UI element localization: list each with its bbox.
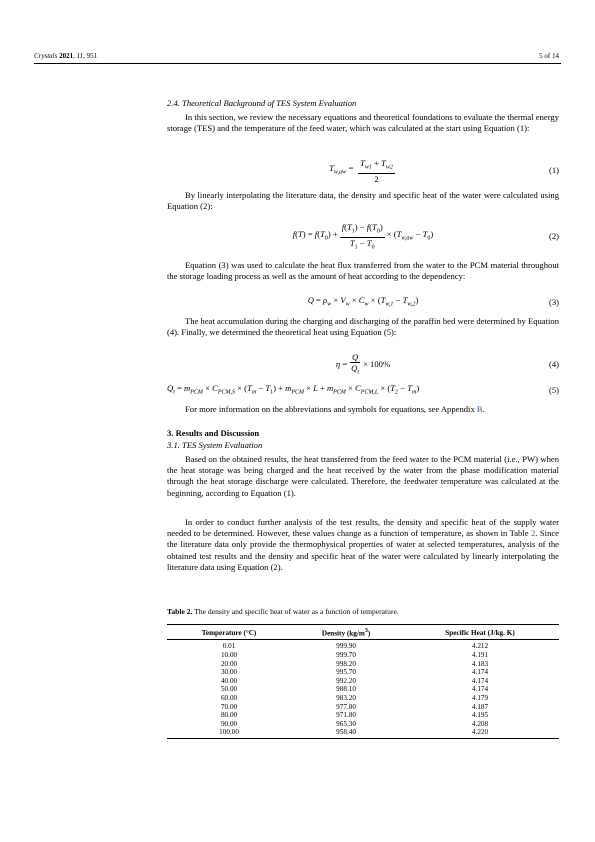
- journal-volume: 11: [76, 52, 84, 60]
- section-2-4-paragraph-4: The heat accumulation during the charging and discharging of the paraffin bed were determined by Equation (4). Finally, we determined the theoretical heat using Equation (5):: [167, 316, 559, 338]
- eq1-lhs: $T_{w,aw}$ =: [329, 163, 357, 176]
- header-rule: [34, 63, 561, 64]
- table-row: 40.00 992.20 4.174: [220, 676, 489, 685]
- section-3-1-title: 3.1. TES System Evaluation: [167, 440, 263, 450]
- running-header: Crystals 2021, 11, 951: [34, 52, 98, 60]
- table-row: 50.00 988.10 4.174: [220, 685, 489, 694]
- section-2-4-title: 2.4. Theoretical Background of TES System Evaluation: [167, 98, 357, 108]
- section-3-1-paragraph-1: Based on the obtained results, the heat transferred from the feed water to the PCM material (i.e., PW) when the heat storage was being charged and the heat received by the water from the phase modification material through the heat storage discharge were calculated. Therefore, the feedwater temperature was calculated at the beginning, according to Equation (1).: [167, 454, 559, 498]
- section-2-4-paragraph-5: For more information on the abbreviations and symbols for equations, see Appendix B.: [185, 404, 485, 414]
- table-row: 60.00 983.20 4.179: [220, 693, 489, 702]
- section-3-title: 3. Results and Discussion: [167, 428, 260, 438]
- section-2-4-paragraph-1: In this section, we review the necessary equations and theoretical foundations to evaluate the thermal energy storage (TES) and the temperature of the feed water, which was calculated at the start using Equation (1):: [167, 112, 559, 134]
- data-table: [167, 624, 559, 739]
- section-2-4-paragraph-2: By linearly interpolating the literature data, the density and specific heat of the water were calculated using Equation (2):: [167, 190, 559, 212]
- appendix-b-link[interactable]: B: [476, 404, 483, 414]
- table-row: 100.00 958.40 4.220: [167, 728, 559, 738]
- table-2-link[interactable]: 2: [531, 528, 536, 539]
- table-row: 0.01 999.90 4.212: [222, 642, 489, 651]
- equation-2: $f(T) = f(T_0)$ + $\frac{f(T_1) - f(T_0)}{T_1 - T_0}$ × $(T_{w,aw} - T_0)$ (2): [292, 221, 559, 251]
- equation-5: $Q_t = m_{PCM} \times C_{PCM,S} \times (T_m - T_1) + m_{PCM} \times L + m_{PCM} \times C_{PCM,L} \times (T_2 - T_m)$ (5): [167, 383, 559, 396]
- eq1-fraction: $\frac{T_{w1} + T_{w2}}{2}$: [360, 158, 393, 184]
- journal-name: Crystals: [34, 52, 58, 60]
- header-density: Density $(kg/m^3)$: [291, 625, 401, 640]
- equation-3: $Q = \rho_w \times V_w \times C_w \times (T_{w,1} - T_{w,2})$ (3): [307, 295, 559, 308]
- article-number: 951: [86, 52, 98, 60]
- page-number: 5 of 14: [539, 52, 559, 60]
- eq4-fraction: $\frac{Q}{Q_t}$: [351, 352, 360, 376]
- eq3-number: (3): [548, 297, 559, 308]
- eq2-fraction: $\frac{f(T_1) - f(T_0)}{T_1 - T_0}$: [341, 221, 383, 251]
- table-row: 30.00 995.70 4.174: [220, 668, 489, 677]
- eq1-number: (1): [548, 165, 559, 176]
- table-row: 10.00 999.70 4.191: [220, 650, 489, 659]
- table-row: 20.00 998.20 4.183: [220, 659, 489, 668]
- eq5-number: (5): [548, 385, 559, 396]
- header-specific-heat: Specific Heat (J/kg. K): [401, 625, 559, 640]
- eq2-number: (2): [548, 231, 559, 242]
- header-temperature: Temperature (°C): [167, 625, 291, 640]
- table-caption: Table 2. The density and specific heat of water as a function of temperature.: [167, 607, 399, 616]
- equation-1: [167, 158, 559, 184]
- equation-4: η = $\frac{Q}{Q_t}$ × 100% (4): [335, 352, 559, 376]
- section-3-1-paragraph-2: In order to conduct further analysis of the test results, the density and specific heat of the supply water needed to be determined. However, these values change as a function of temperature, as shown in Table 2. Since the literature data only provide the thermophysical properties of water at selected temperatures, analysis of the obtained test results and the density and specific heat of the water were calculated by linearly interpolating the literature data using Equation (2).: [167, 517, 559, 572]
- journal-year: 2021: [59, 52, 74, 60]
- table-row: 70.00 977.80 4.187: [220, 702, 489, 711]
- eq4-number: (4): [548, 359, 559, 370]
- section-2-4-paragraph-3: Equation (3) was used to calculate the heat flux transferred from the water to the PCM material throughout the storage loading process as well as the amount of heat according to the dependency:: [167, 260, 559, 282]
- table-row: 90.00 965.30 4.208: [220, 719, 489, 728]
- table-row: 80.00 971.80 4.195: [220, 711, 489, 720]
